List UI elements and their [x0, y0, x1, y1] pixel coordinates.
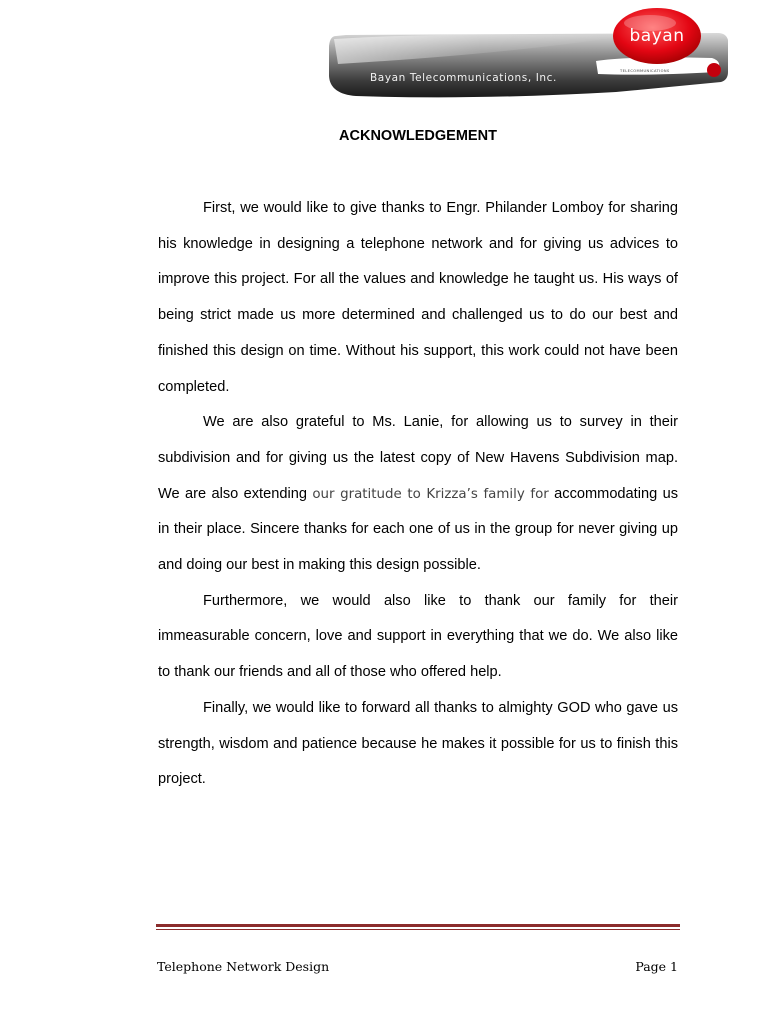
company-name: Bayan Telecommunications, Inc.	[370, 72, 557, 84]
footer-rule-secondary	[156, 929, 680, 930]
document-body	[158, 191, 678, 798]
footer-page-number: Page 1	[635, 959, 678, 974]
paragraph-2-highlight: our gratitude to Krizza’s family for	[312, 486, 549, 502]
paragraph-3: Furthermore, we would also like to thank our family for their immeasurable concern, love and support in everything that we do. We also like to thank our friends and all of those who offered help.	[158, 592, 678, 681]
logo-tagline: TELECOMMUNICATIONS	[620, 69, 670, 73]
paragraph-2	[158, 405, 678, 584]
logo-text: bayan	[629, 26, 685, 46]
paragraph-2-part-2: accommodating us in their place. Sincere thanks for each one of us in the group for never giving up and doing our best in making this design possible.	[158, 485, 678, 574]
paragraph-1: First, we would like to give thanks to Engr. Philander Lomboy for sharing his knowledge in designing a telephone network and for giving us advices to improve this project. For all the values and knowledge he taught us. His ways of being strict made us more determined and challenged us to do our best and finished this design on time. Without his support, this work could not have been completed.	[158, 200, 678, 395]
paragraph-4: Finally, we would like to forward all thanks to almighty GOD who gave us strength, wisdom and patience because he makes it possible for us to finish this project.	[158, 699, 678, 788]
banner-graphic	[326, 6, 730, 100]
header-banner	[326, 6, 730, 100]
footer-rule	[156, 924, 680, 927]
paragraph-2-part-1: We are also grateful to Ms. Lanie, for allowing us to survey in their subdivision and for giving us the latest copy of New Havens Subdivision map. We are also extending	[158, 414, 678, 502]
footer-document-title: Telephone Network Design	[157, 959, 330, 974]
page-title: ACKNOWLEDGEMENT	[339, 128, 497, 144]
